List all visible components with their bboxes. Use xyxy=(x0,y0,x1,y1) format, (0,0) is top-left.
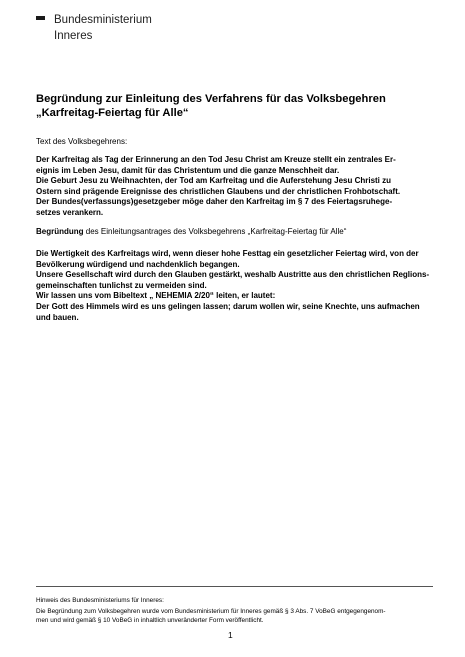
eagle-icon xyxy=(36,16,45,20)
begruendung-text-line: und bauen. xyxy=(36,312,79,322)
petition-text-line: eignis im Leben Jesu, damit für das Christentum und die ganze Menschheit dar. xyxy=(36,165,340,175)
begruendung-rest: des Einleitungsantrages des Volksbegehrens „Karfreitag-Feiertag für Alle“ xyxy=(83,227,347,236)
footer-divider xyxy=(36,586,433,587)
petition-text-line: Die Geburt Jesu zu Weihnachten, der Tod am Karfreitag und die Auferstehung Jesu Christi zu xyxy=(36,176,392,186)
petition-text xyxy=(36,155,431,219)
petition-text-line: setzes verankern. xyxy=(36,207,104,217)
begruendung-text-line: Unsere Gesellschaft wird durch den Glauben gestärkt, weshalb Austritte aus den christlichen Reglions- xyxy=(36,270,430,280)
begruendung-text-line: Die Wertigkeit des Karfreitags wird, wenn dieser hohe Festtag ein gesetzlicher Feiertag wird, von der xyxy=(36,249,419,258)
petition-text-line: Der Bundes(verfassungs)gesetzgeber möge daher den Karfreitag im § 7 des Feiertagsruhege- xyxy=(36,197,393,207)
begruendung-text-line: gemeinschaften tunlichst zu vermeiden sind. xyxy=(36,280,207,290)
org-name-line2: Inneres xyxy=(54,30,93,42)
begruendung-label: Begründung xyxy=(36,227,84,236)
petition-text-line: Der Karfreitag als Tag der Erinnerung an den Tod Jesu Christ am Kreuze stellt ein zentrales Er- xyxy=(36,155,396,164)
text-heading: Text des Volksbegehrens: xyxy=(36,137,128,146)
footer-note-line: men und wird gemäß § 10 VoBeG in inhaltlich unveränderter Form veröffentlicht. xyxy=(36,616,264,624)
document-title xyxy=(36,92,431,120)
org-name-line1: Bundesministerium xyxy=(54,14,152,26)
footer-note xyxy=(36,608,436,625)
begruendung-heading xyxy=(36,227,431,238)
petition-text-line: Ostern sind prägende Ereignisse des christlichen Glaubens und der christlichen Frohbotschaft. xyxy=(36,186,401,196)
title-line: „Karfreitag-Feiertag für Alle“ xyxy=(36,107,189,119)
begruendung-text xyxy=(36,249,431,323)
begruendung-text-line: Der Gott des Himmels wird es uns gelingen lassen; darum wollen wir, seine Knechte, uns aufmachen xyxy=(36,301,420,311)
page-number: 1 xyxy=(228,630,233,640)
begruendung-text-line: Bevölkerung würdigend und nachdenklich begangen. xyxy=(36,259,240,269)
footer-note-line: Die Begründung zum Volksbegehren wurde vom Bundesministerium für Inneres gemäß § 3 Abs. 7 VoBeG entgegengenom- xyxy=(36,608,386,615)
title-line: Begründung zur Einleitung des Verfahrens für das Volksbegehren xyxy=(36,93,386,105)
begruendung-text-line: Wir lassen uns vom Bibeltext „ NEHEMIA 2/20“ leiten, er lautet: xyxy=(36,291,276,301)
footer-heading: Hinweis des Bundesministeriums für Inneres: xyxy=(36,597,164,604)
